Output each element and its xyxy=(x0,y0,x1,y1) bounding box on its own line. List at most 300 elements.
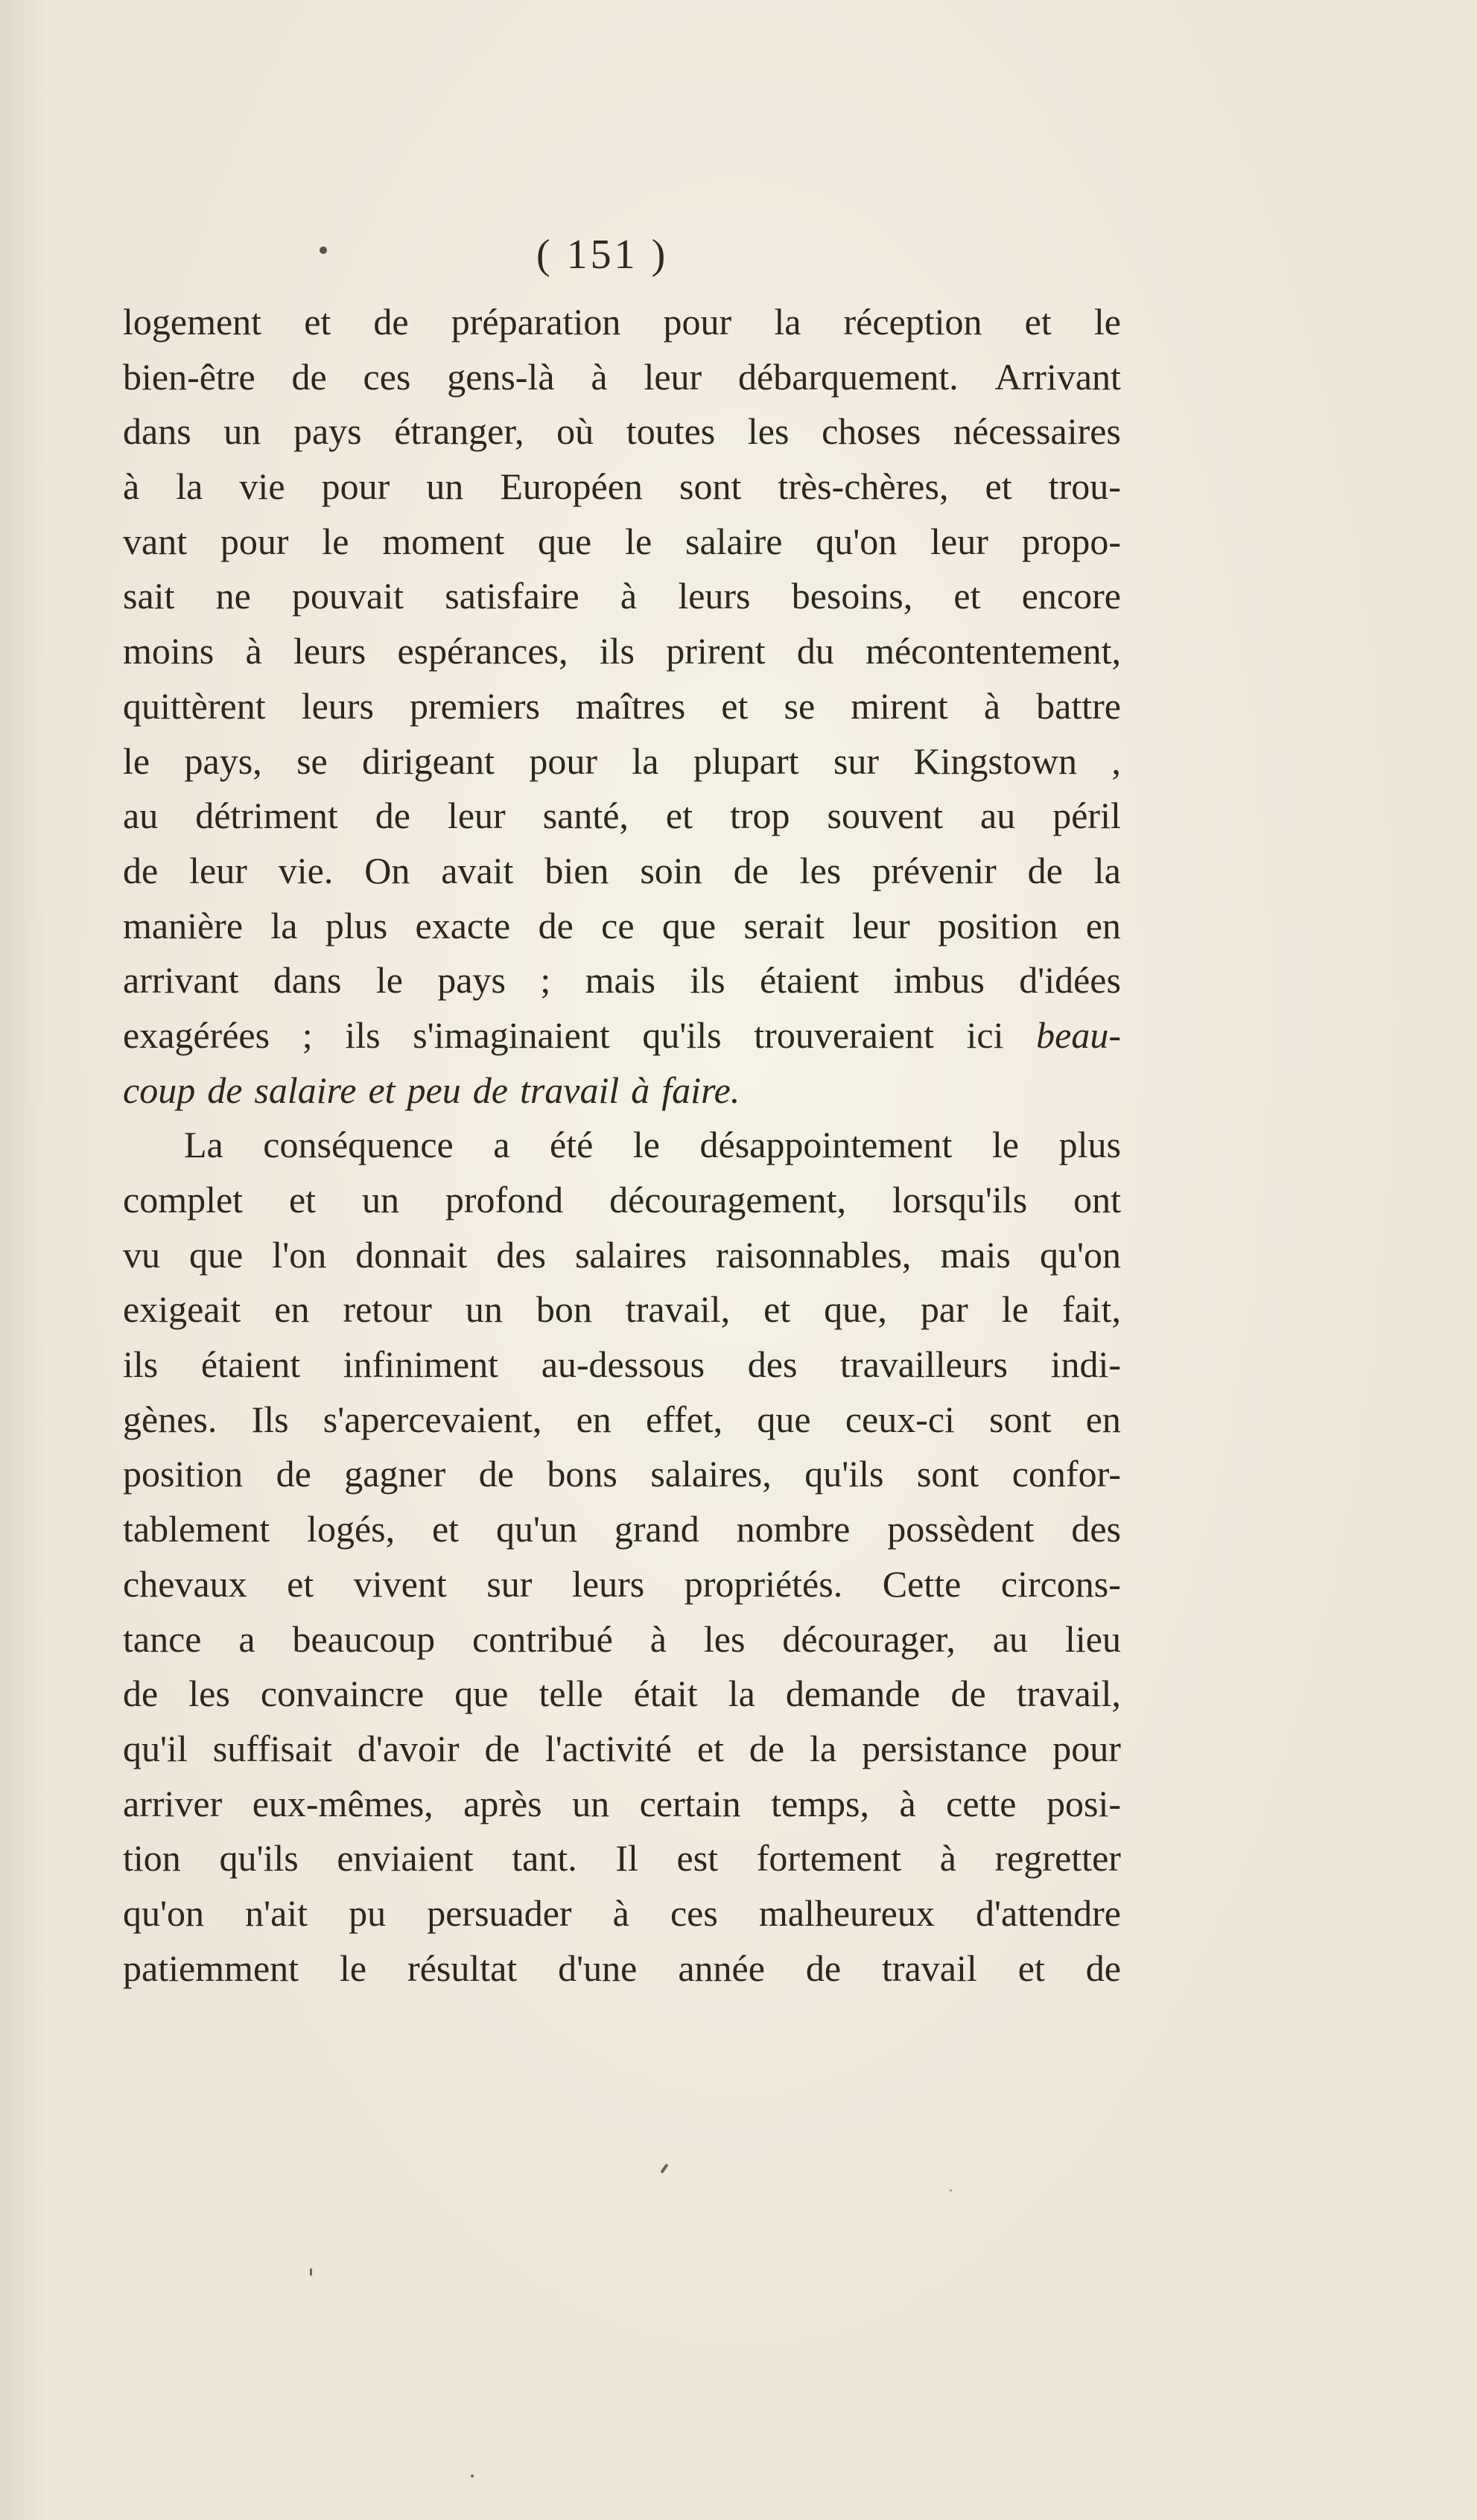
word: et xyxy=(1024,301,1052,343)
word: étranger, xyxy=(394,410,524,453)
word: pays xyxy=(437,959,506,1002)
word: demande xyxy=(785,1673,921,1715)
word: convaincre xyxy=(260,1673,425,1715)
word: de xyxy=(1027,849,1063,891)
word: qu'on xyxy=(123,1891,205,1934)
word: de xyxy=(1085,1947,1121,1989)
word: à xyxy=(631,1069,650,1111)
word: qu'ils xyxy=(804,1453,884,1495)
word: et xyxy=(763,1288,791,1331)
word: salaire xyxy=(684,520,783,562)
word: de xyxy=(950,1673,986,1715)
word: tant. xyxy=(512,1837,577,1880)
word: et xyxy=(368,1069,396,1111)
word: mirent xyxy=(851,684,948,727)
word: encore xyxy=(1021,575,1121,617)
word: n'ait xyxy=(245,1891,308,1934)
word: que xyxy=(538,520,592,562)
word: et xyxy=(431,1508,460,1550)
word: telle xyxy=(539,1673,603,1715)
word: exagérées xyxy=(123,1014,270,1056)
text-line xyxy=(123,953,1121,1008)
word: que xyxy=(757,1398,811,1440)
text-line xyxy=(123,1393,1121,1448)
word: de xyxy=(749,1727,785,1769)
word: ils xyxy=(345,1014,381,1056)
word: travail, xyxy=(625,1288,731,1331)
word: souvent xyxy=(827,795,944,837)
word: logement xyxy=(123,301,262,343)
word: pouvait xyxy=(292,575,404,617)
word: ici xyxy=(966,1014,1004,1056)
word: ; xyxy=(540,959,551,1002)
body-text xyxy=(123,295,1121,1996)
word: trouveraient xyxy=(754,1014,934,1056)
word: suffisait xyxy=(212,1727,332,1769)
word: arrivant xyxy=(123,959,239,1002)
word: été xyxy=(550,1124,594,1166)
word: mais xyxy=(940,1233,1011,1276)
word: position xyxy=(123,1453,244,1495)
word: à xyxy=(591,355,608,398)
word: travail xyxy=(519,1069,620,1111)
word: plus xyxy=(1058,1124,1121,1166)
word: arriver xyxy=(123,1782,223,1824)
word: ils xyxy=(123,1343,159,1386)
word: a xyxy=(238,1617,255,1660)
text-line xyxy=(123,734,1121,789)
word: à xyxy=(123,465,140,508)
word: malheureux xyxy=(758,1891,935,1934)
text-line xyxy=(123,1282,1121,1337)
word: ceux-ci xyxy=(845,1398,955,1440)
word: au-dessous xyxy=(541,1343,705,1386)
word: détriment xyxy=(195,795,338,837)
word: patiemment xyxy=(123,1947,299,1989)
word: se xyxy=(296,739,328,782)
word: leur xyxy=(447,795,506,837)
ink-speck xyxy=(471,2475,474,2478)
header-dot xyxy=(320,246,327,254)
word: qu'ils xyxy=(642,1014,722,1056)
word: en xyxy=(274,1288,310,1331)
word: La xyxy=(184,1124,223,1166)
word: et xyxy=(288,1179,317,1221)
word: s'apercevaient, xyxy=(323,1398,542,1440)
word: de xyxy=(375,795,410,837)
word: manière xyxy=(123,904,244,946)
word: gènes. xyxy=(123,1398,217,1440)
word: cette xyxy=(946,1782,1017,1824)
word: le xyxy=(123,739,150,782)
word: pour xyxy=(529,739,597,782)
word: la xyxy=(1093,849,1121,891)
word: des xyxy=(1071,1508,1121,1550)
word: ces xyxy=(670,1891,718,1934)
word: regretter xyxy=(994,1837,1121,1880)
word: serait xyxy=(743,904,825,946)
word: dirigeant xyxy=(362,739,495,782)
word: propo- xyxy=(1021,520,1121,562)
word: toutes xyxy=(626,410,716,453)
word: à xyxy=(245,630,262,672)
word: travail, xyxy=(1016,1673,1121,1715)
text-line xyxy=(123,1228,1121,1283)
word: mais xyxy=(585,959,656,1002)
word: le xyxy=(322,520,349,562)
word: des xyxy=(747,1343,798,1386)
word: que, xyxy=(824,1288,887,1331)
word: circons- xyxy=(1000,1562,1121,1605)
word: persistance xyxy=(862,1727,1028,1769)
word: est xyxy=(676,1837,719,1880)
word: premiers xyxy=(410,684,540,727)
word: possèdent xyxy=(887,1508,1035,1550)
word: leurs xyxy=(678,575,751,617)
word: la xyxy=(176,465,203,508)
text-line xyxy=(123,1941,1121,1996)
word: moins xyxy=(123,630,215,672)
word: se xyxy=(784,684,816,727)
word: confor- xyxy=(1011,1453,1121,1495)
word: le xyxy=(1001,1288,1029,1331)
word: mécontentement, xyxy=(865,630,1121,672)
word: lorsqu'ils xyxy=(892,1179,1028,1221)
word: en xyxy=(576,1398,612,1440)
text-line xyxy=(123,899,1121,954)
word: logés, xyxy=(307,1508,396,1550)
word: leurs xyxy=(572,1562,645,1605)
word: à xyxy=(939,1837,956,1880)
text-line xyxy=(123,1557,1121,1612)
word: soin xyxy=(640,849,702,891)
word: et xyxy=(696,1727,724,1769)
word: les xyxy=(799,849,842,891)
word: nécessaires xyxy=(953,410,1121,453)
word: bien xyxy=(544,849,609,891)
text-line xyxy=(123,1008,1121,1063)
word: prévenir xyxy=(872,849,997,891)
word: était xyxy=(633,1673,698,1715)
word: lieu xyxy=(1064,1617,1121,1660)
text-line xyxy=(123,350,1121,405)
word: au xyxy=(992,1617,1029,1660)
word: nombre xyxy=(736,1508,851,1550)
word: et xyxy=(665,795,693,837)
text-line xyxy=(123,1777,1121,1832)
word: battre xyxy=(1036,684,1121,727)
word: étaient xyxy=(200,1343,301,1386)
word: vivent xyxy=(353,1562,447,1605)
text-line xyxy=(123,679,1121,734)
word: de xyxy=(123,849,159,891)
word: avait xyxy=(441,849,514,891)
word: choses xyxy=(822,410,921,453)
word: le xyxy=(625,520,652,562)
word: propriétés. xyxy=(684,1562,843,1605)
word: que xyxy=(189,1233,244,1276)
word: On xyxy=(364,849,410,891)
word: conséquence xyxy=(263,1124,454,1166)
word: beau- xyxy=(1036,1014,1121,1056)
word: pays xyxy=(293,410,362,453)
word: vie. xyxy=(278,849,334,891)
word: au xyxy=(123,795,159,837)
word: sait xyxy=(123,575,175,617)
word: la xyxy=(774,301,801,343)
word: eux-mêmes, xyxy=(252,1782,433,1824)
word: le xyxy=(991,1124,1019,1166)
word: peu xyxy=(407,1069,461,1111)
word: exigeait xyxy=(123,1288,241,1331)
word: sont xyxy=(989,1398,1052,1440)
word: satisfaire xyxy=(445,575,579,617)
word: qu'on xyxy=(1039,1233,1121,1276)
word: contribué xyxy=(472,1617,613,1660)
word: Cette xyxy=(882,1562,962,1605)
word: salaires xyxy=(574,1233,687,1276)
word: travailleurs xyxy=(840,1343,1008,1386)
text-line xyxy=(123,1063,1121,1119)
word: réception xyxy=(843,301,982,343)
word: de xyxy=(733,849,769,891)
word: bon xyxy=(536,1288,592,1331)
text-line xyxy=(123,789,1121,844)
word: la xyxy=(632,739,659,782)
word: indi- xyxy=(1050,1343,1121,1386)
word: le xyxy=(632,1124,660,1166)
word: moment xyxy=(382,520,505,562)
word: a xyxy=(493,1124,510,1166)
word: santé, xyxy=(542,795,629,837)
word: de xyxy=(484,1727,520,1769)
word: leurs xyxy=(301,684,374,727)
word: de xyxy=(538,904,574,946)
word: désappointement xyxy=(699,1124,953,1166)
word: ils xyxy=(599,630,635,672)
word: débarquement. xyxy=(738,355,959,398)
word: quittèrent xyxy=(123,684,266,727)
word: de xyxy=(472,1069,508,1111)
word: travail xyxy=(882,1947,977,1989)
ink-speck xyxy=(950,2189,952,2192)
word: et xyxy=(287,1562,314,1605)
word: tion xyxy=(123,1837,181,1880)
text-line xyxy=(123,515,1121,570)
word: d'une xyxy=(558,1947,638,1989)
word: leur xyxy=(644,355,702,398)
word: vant xyxy=(123,520,188,562)
word: un xyxy=(465,1288,503,1331)
word: les xyxy=(703,1617,746,1660)
word: l'activité xyxy=(544,1727,672,1769)
word: en xyxy=(1085,1398,1121,1440)
word: un xyxy=(572,1782,610,1824)
word: Européen xyxy=(500,465,643,508)
word: très-chères, xyxy=(778,465,949,508)
ink-speck xyxy=(660,2163,668,2174)
word: un xyxy=(223,410,261,453)
word: Arrivant xyxy=(994,355,1121,398)
word: étaient xyxy=(759,959,860,1002)
word: de xyxy=(123,1673,159,1715)
word: de xyxy=(291,355,327,398)
word: s'imaginaient xyxy=(413,1014,610,1056)
word: donnait xyxy=(355,1233,468,1276)
word: plupart xyxy=(693,739,799,782)
text-line xyxy=(123,1173,1121,1228)
word: beaucoup xyxy=(292,1617,436,1660)
word: un xyxy=(361,1179,399,1221)
word: ne xyxy=(215,575,251,617)
word: fortement xyxy=(756,1837,902,1880)
text-line xyxy=(123,1118,1121,1173)
word: l'on xyxy=(272,1233,327,1276)
word: prirent xyxy=(666,630,766,672)
word: bons xyxy=(547,1453,617,1495)
word: leur xyxy=(852,904,910,946)
word: gagner xyxy=(344,1453,446,1495)
word: préparation xyxy=(451,301,621,343)
word: fait, xyxy=(1061,1288,1121,1331)
word: Kingstown xyxy=(913,739,1077,782)
word: temps, xyxy=(771,1782,869,1824)
word: qu'ils xyxy=(219,1837,299,1880)
text-line xyxy=(123,1612,1121,1667)
word: le xyxy=(340,1947,367,1989)
word: pour xyxy=(663,301,732,343)
word: qu'on xyxy=(816,520,898,562)
word: qu'un xyxy=(495,1508,577,1550)
word: pu xyxy=(349,1891,387,1934)
word: pays, xyxy=(184,739,262,782)
word: leurs xyxy=(293,630,366,672)
word: qu'il xyxy=(123,1727,188,1769)
word: le xyxy=(375,959,403,1002)
page-number: ( 151 ) xyxy=(536,232,669,278)
word: par xyxy=(920,1288,968,1331)
word: où xyxy=(556,410,594,453)
word: de xyxy=(373,301,409,343)
word: maîtres xyxy=(576,684,686,727)
text-line xyxy=(123,1667,1121,1722)
word: grand xyxy=(614,1508,699,1550)
word: sont xyxy=(916,1453,979,1495)
word: imbus xyxy=(893,959,985,1002)
text-line xyxy=(123,1337,1121,1393)
text-line xyxy=(123,624,1121,679)
word: après xyxy=(463,1782,542,1824)
word: que xyxy=(454,1673,509,1715)
word: que xyxy=(661,904,717,946)
text-line xyxy=(123,1502,1121,1557)
word: posi- xyxy=(1046,1782,1121,1824)
word: année xyxy=(678,1947,765,1989)
word: retour xyxy=(343,1288,432,1331)
word: sur xyxy=(486,1562,533,1605)
ink-speck xyxy=(310,2268,312,2276)
word: plus xyxy=(325,904,388,946)
word: la xyxy=(728,1673,755,1715)
word: infiniment xyxy=(343,1343,499,1386)
word: de xyxy=(805,1947,842,1989)
word: de xyxy=(207,1069,243,1111)
word: complet xyxy=(123,1179,244,1221)
word: trop xyxy=(729,795,790,837)
word: la xyxy=(810,1727,837,1769)
word: salaire xyxy=(254,1069,357,1111)
word: pour xyxy=(1052,1727,1121,1769)
word: et xyxy=(721,684,749,727)
word: leur xyxy=(189,849,247,891)
word: Il xyxy=(615,1837,638,1880)
word: de xyxy=(478,1453,514,1495)
word: effet, xyxy=(645,1398,723,1440)
word: bien-être xyxy=(123,355,255,398)
word: et xyxy=(985,465,1012,508)
text-line xyxy=(123,404,1121,459)
text-line xyxy=(123,569,1121,624)
word: la xyxy=(270,904,298,946)
word: tablement xyxy=(123,1508,270,1550)
word: trou- xyxy=(1048,465,1121,508)
word: ; xyxy=(302,1014,313,1056)
text-line xyxy=(123,1886,1121,1941)
word: coup xyxy=(123,1069,196,1111)
word: certain xyxy=(639,1782,741,1824)
word: d'idées xyxy=(1019,959,1121,1002)
word: le xyxy=(1093,301,1121,343)
word: ces xyxy=(363,355,411,398)
word: , xyxy=(1111,739,1121,782)
word: sur xyxy=(833,739,880,782)
word: à xyxy=(899,1782,916,1824)
word: leur xyxy=(930,520,988,562)
word: ils xyxy=(690,959,725,1002)
word: dans xyxy=(123,410,191,453)
word: à xyxy=(649,1617,667,1660)
word: tance xyxy=(123,1617,202,1660)
word: exacte xyxy=(415,904,511,946)
word: vu xyxy=(123,1233,160,1276)
word: les xyxy=(747,410,790,453)
word: et xyxy=(304,301,331,343)
word: chevaux xyxy=(123,1562,247,1605)
word: persuader xyxy=(427,1891,572,1934)
word: résultat xyxy=(407,1947,518,1989)
word: pour xyxy=(321,465,390,508)
word: faire. xyxy=(661,1069,740,1111)
word: besoins, xyxy=(791,575,913,617)
text-line xyxy=(123,459,1121,515)
text-line xyxy=(123,1447,1121,1502)
word: Ils xyxy=(251,1398,289,1440)
word: ce xyxy=(601,904,635,946)
word: à xyxy=(612,1891,629,1934)
word: vie xyxy=(239,465,285,508)
word: à xyxy=(983,684,1001,727)
word: en xyxy=(1085,904,1121,946)
word: salaires, xyxy=(650,1453,772,1495)
word: des xyxy=(496,1233,546,1276)
word: raisonnables, xyxy=(715,1233,912,1276)
word: d'avoir xyxy=(357,1727,460,1769)
text-line xyxy=(123,1722,1121,1777)
word: enviaient xyxy=(337,1837,474,1880)
word: d'attendre xyxy=(975,1891,1121,1934)
word: les xyxy=(188,1673,230,1715)
word: pour xyxy=(220,520,289,562)
